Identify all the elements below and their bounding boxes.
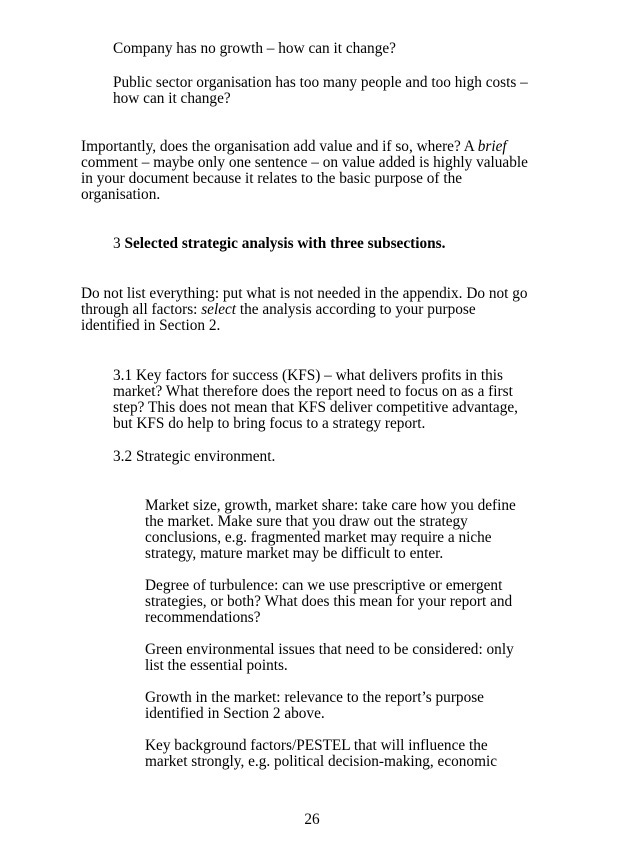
text-line: Public sector organisation has too many people and too high costs – <box>113 74 528 91</box>
text-line: market strongly, e.g. political decision-making, economic <box>145 753 498 770</box>
paragraph-key-factors <box>113 368 518 432</box>
text-line: strategy, mature market may be difficult to enter. <box>145 545 444 562</box>
text-run: through all factors: <box>81 301 202 318</box>
text-line: Do not list everything: put what is not needed in the appendix. Do not go <box>81 285 528 302</box>
text-line: Market size, growth, market share: take care how you define <box>145 497 516 514</box>
text-line <box>81 139 528 155</box>
page-number: 26 <box>304 811 320 828</box>
text-line: identified in Section 2 above. <box>145 705 325 722</box>
text-run: the analysis according to your purpose <box>236 301 476 318</box>
paragraph-no-growth <box>113 41 396 57</box>
text-line: Degree of turbulence: can we use prescriptive or emergent <box>145 577 503 594</box>
text-line: Growth in the market: relevance to the report’s purpose <box>145 689 484 706</box>
section-heading-3 <box>113 236 445 252</box>
item-pestel <box>145 738 497 770</box>
item-turbulence <box>145 578 512 626</box>
item-market-growth <box>145 690 484 722</box>
text-line: list the essential points. <box>145 657 288 674</box>
text-line: conclusions, e.g. fragmented market may require a niche <box>145 529 492 546</box>
paragraph-do-not-list <box>81 286 528 334</box>
text-line: recommendations? <box>145 609 261 626</box>
text-line: the market. Make sure that you draw out the strategy <box>145 513 468 530</box>
text-line: organisation. <box>81 186 161 203</box>
emphasis-brief: brief <box>477 138 507 155</box>
text-line: identified in Section 2. <box>81 317 221 334</box>
paragraph-strategic-environment <box>113 449 275 465</box>
item-green-issues <box>145 642 514 674</box>
paragraph-public-sector <box>113 75 528 107</box>
text-line: 3.2 Strategic environment. <box>113 448 276 465</box>
text-line: but KFS do help to bring focus to a strategy report. <box>113 415 426 432</box>
text-line: strategies, or both? What does this mean for your report and <box>145 593 513 610</box>
text-line: Key background factors/PESTEL that will influence the <box>145 737 488 754</box>
section-number: 3 <box>113 235 125 252</box>
paragraph-value-added <box>81 139 528 203</box>
text-line: Company has no growth – how can it change? <box>113 40 396 57</box>
text-line <box>81 302 528 318</box>
text-line: how can it change? <box>113 90 231 107</box>
text-line: Green environmental issues that need to be considered: only <box>145 641 514 658</box>
section-title: Selected strategic analysis with three subsections. <box>124 235 446 252</box>
text-line: step? This does not mean that KFS deliver competitive advantage, <box>113 399 518 416</box>
text-run: Importantly, does the organisation add value and if so, where? A <box>81 138 478 155</box>
text-line: 3.1 Key factors for success (KFS) – what delivers profits in this <box>113 367 503 384</box>
text-line: in your document because it relates to the basic purpose of the <box>81 170 463 187</box>
text-line: market? What therefore does the report need to focus on as a first <box>113 383 513 400</box>
item-market-size <box>145 498 516 562</box>
text-line: comment – maybe only one sentence – on value added is highly valuable <box>81 154 528 171</box>
emphasis-select: select <box>201 301 237 318</box>
